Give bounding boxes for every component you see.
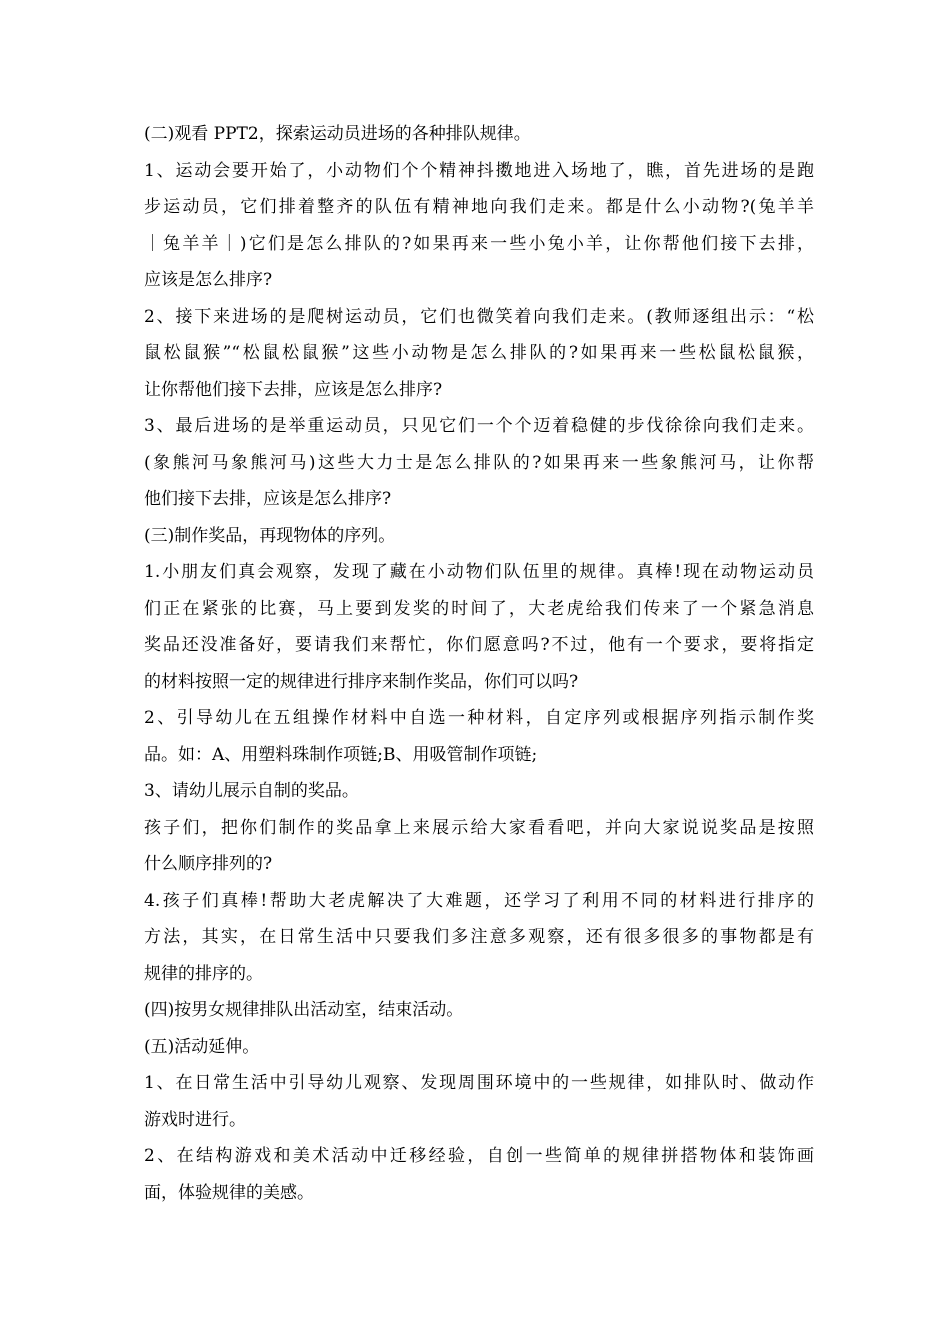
- text-line: 1.小朋友们真会观察，发现了藏在小动物们队伍里的规律。真棒!现在动物运动员: [144, 562, 814, 582]
- text-line: 4.孩子们真棒!帮助大老虎解决了大难题，还学习了利用不同的材料进行排序的: [144, 890, 814, 911]
- text-line: 应该是怎么排序?: [144, 270, 273, 290]
- text-line: 什么顺序排列的?: [144, 854, 273, 874]
- text-line: 2、在结构游戏和美术活动中迁移经验，自创一些简单的规律拼搭物体和装饰画: [144, 1146, 814, 1166]
- text-line: 1、运动会要开始了，小动物们个个精神抖擞地进入场地了，瞧，首先进场的是跑: [144, 160, 814, 181]
- text-line: 的材料按照一定的规律进行排序来制作奖品，你们可以吗?: [144, 671, 579, 692]
- text-line: ｜兔羊羊｜)它们是怎么排队的?如果再来一些小兔小羊，让你帮他们接下去排，: [144, 233, 814, 254]
- text-line: 孩子们，把你们制作的奖品拿上来展示给大家看看吧，并向大家说说奖品是按照: [144, 817, 814, 838]
- text-line: (五)活动延伸。: [144, 1036, 260, 1057]
- text-line: 鼠松鼠猴”“松鼠松鼠猴”这些小动物是怎么排队的?如果再来一些松鼠松鼠猴，: [144, 343, 814, 363]
- text-line: 品。如：A、用塑料珠制作项链;B、用吸管制作项链;: [144, 744, 538, 765]
- text-line: 们正在紧张的比赛，马上要到发奖的时间了，大老虎给我们传来了一个紧急消息: [144, 598, 814, 619]
- document-text: [144, 116, 814, 1211]
- text-line: (象熊河马象熊河马)这些大力士是怎么排队的?如果再来一些象熊河马，让你帮: [144, 452, 814, 473]
- text-line: 2、接下来进场的是爬树运动员，它们也微笑着向我们走来。(教师逐组出示：“松: [144, 306, 814, 327]
- text-line: (三)制作奖品，再现物体的序列。: [144, 525, 396, 546]
- text-line: 3、最后进场的是举重运动员，只见它们一个个迈着稳健的步伐徐徐向我们走来。: [144, 416, 814, 436]
- text-line: 游戏时进行。: [144, 1109, 246, 1130]
- text-line: 3、请幼儿展示自制的奖品。: [144, 781, 359, 801]
- text-line: 面，体验规律的美感。: [144, 1182, 314, 1203]
- text-line: 规律的排序的。: [144, 963, 263, 984]
- text-line: 步运动员，它们排着整齐的队伍有精神地向我们走来。都是什么小动物?(兔羊羊: [144, 197, 814, 217]
- text-line: (二)观看 PPT2，探索运动员进场的各种排队规律。: [144, 124, 531, 144]
- text-line: 1、在日常生活中引导幼儿观察、发现周围环境中的一些规律，如排队时、做动作: [144, 1073, 814, 1093]
- text-line: 让你帮他们接下去排，应该是怎么排序?: [144, 379, 443, 400]
- document-body: [144, 116, 814, 1211]
- text-line: (四)按男女规律排队出活动室，结束活动。: [144, 1000, 464, 1020]
- text-line: 他们接下去排，应该是怎么排序?: [144, 489, 392, 509]
- text-line: 2、引导幼儿在五组操作材料中自选一种材料，自定序列或根据序列指示制作奖: [144, 708, 814, 728]
- text-line: 奖品还没准备好，要请我们来帮忙，你们愿意吗?不过，他有一个要求，要将指定: [144, 635, 814, 655]
- text-line: 方法，其实，在日常生活中只要我们多注意多观察，还有很多很多的事物都是有: [144, 927, 814, 947]
